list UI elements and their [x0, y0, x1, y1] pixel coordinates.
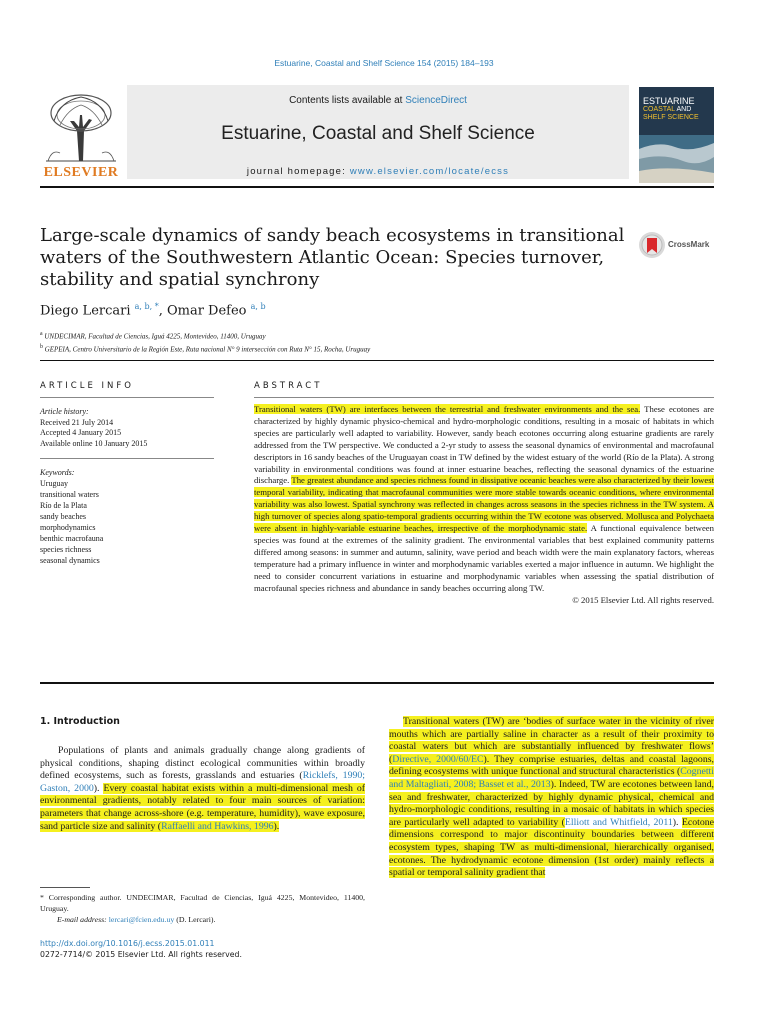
sciencedirect-link[interactable]: ScienceDirect [405, 95, 467, 106]
cover-title-estuarine: ESTUARINE [643, 96, 695, 106]
author-name[interactable]: Omar Defeo [166, 303, 247, 319]
reference-link[interactable]: Ricklefs, 1990; Gaston, 2000 [40, 770, 365, 794]
issn-line: 0272-7714/© 2015 Elsevier Ltd. All rights reserved. [40, 949, 242, 959]
cover-text [643, 97, 711, 122]
email-suffix: (D. Lercari). [174, 915, 216, 924]
keyword-item: transitional waters [40, 490, 99, 499]
article-identifiers [40, 939, 365, 960]
body-text: ). [672, 816, 682, 828]
article-info [40, 397, 214, 566]
email-label: E-mail address: [57, 915, 109, 924]
highlight: ). Indeed, TW are ecotones between land, sea and freshwater, characterized by highly dynamic physical, chemical and hydro-morphologic conditions, resulting in a mosaic of habitats in which species are particularly well adapted to variability ( [389, 778, 714, 828]
author-name[interactable]: Diego Lercari [40, 303, 131, 319]
crossmark-label: CrossMark [668, 240, 710, 249]
keywords [40, 467, 214, 566]
keyword-item: Río de la Plata [40, 501, 87, 510]
history-label: Article history: [40, 407, 89, 416]
history-accepted: Accepted 4 January 2015 [40, 428, 122, 437]
homepage-label: journal homepage: [246, 166, 350, 177]
author-affiliation-mark[interactable]: a, b, * [134, 302, 159, 311]
highlight-reference [392, 754, 483, 765]
keyword-item: benthic macrofauna [40, 534, 104, 543]
contents-band [127, 85, 629, 179]
section-rule [40, 360, 714, 361]
footnote-text: * Corresponding author. UNDECIMAR, Facultad de Ciencias, Iguá 4225, Montevideo, 11400, Uruguay. [40, 893, 365, 913]
homepage-line [127, 166, 629, 177]
affiliation-text: GEPEIA, Centro Universitario de la Región Este, Ruta nacional N° 9 intersección con Ruta N° 15, Rocha, Uruguay [42, 345, 371, 354]
cover-title-and: AND [676, 106, 692, 113]
abstract-text: These ecotones are characterized by highly dynamic physico-chemical and hydro-morphologic conditions, resulting in a mosaic of habitats in which species are particularly well adapted to variability. However, sandy beach ecotones occurring along estuarine gradients are rarely addressed from the TW perspective. We conducted a 2-yr study to assess the seasonal dynamics of environmental and macrofaunal descriptors in 16 sandy beaches of the Uruguayan coast in TW defined by the widest estuary of the world (Río de la Plata). A strong variability in environmental conditions was found at inner estuarine beaches, reflecting the seasonal dynamics of the estuarine discharge. [254, 404, 714, 486]
affiliation-mark: a [40, 331, 43, 337]
abstract-copyright: © 2015 Elsevier Ltd. All rights reserved. [572, 594, 714, 605]
abstract-body [254, 404, 714, 606]
homepage-link[interactable]: www.elsevier.com/locate/ecss [349, 166, 510, 177]
highlight: The greatest abundance and species richness found in dissipative oceanic beaches were also characterized by their lowest temporal variability, indicating that macrofaunal communities were more stable towards oceanic conditions, where environmental variability was also lowest. Spatial synchrony was reflected in changes across seasons in the species richness in the TW system. A high turnover of species along spatio-temporal gradients occurring within the TW ecotone was observed. Mollusca and Polychaeta were absent in highly-variable estuarine beaches, irrespective of the morphodynamic state. [254, 475, 714, 534]
cover-title-shelf: SHELF SCIENCE [643, 114, 699, 121]
history-online: Available online 10 January 2015 [40, 438, 148, 448]
highlight: ). They comprise estuaries, deltas and coastal lagoons, defining ecosystems with unique functional and structural characteristics ( [389, 753, 714, 778]
journal-cover[interactable] [639, 87, 714, 183]
keyword-item: sandy beaches [40, 512, 86, 521]
reference-link[interactable]: Directive, 2000/60/EC [392, 753, 484, 765]
contents-prefix: Contents lists available at [289, 95, 406, 106]
contents-line [127, 95, 629, 106]
body-text: ). [93, 782, 104, 794]
author-separator: , [158, 303, 167, 319]
journal-title: Estuarine, Coastal and Shelf Science [221, 123, 535, 144]
intro-heading: 1. Introduction [40, 716, 120, 727]
doi-link[interactable]: http://dx.doi.org/10.1016/j.ecss.2015.01.011 [40, 939, 215, 948]
abstract-text: A functional equivalence between species was found at the extremes of the salinity gradient. The environmental variables that best explained community patterns differed among seasons: in summer and autumn, salinity, wave period and beach width were the main explanatory factors, whereas temperature had a primary influence in winter and morphodynamic variables exerted a major influence in autumn. We highlight the need to consider concurrent variations in estuarine and morphodynamic variables when assessing the spatial distribution of macrofaunal species richness and abundance in sandy beaches occurring along TW. [254, 523, 714, 593]
keyword-item: morphodynamics [40, 523, 96, 532]
footnote-rule [40, 887, 90, 888]
body-right-column [389, 716, 714, 880]
crossmark-badge[interactable] [638, 231, 718, 259]
footnote-email-line [40, 914, 365, 925]
affiliations [40, 329, 714, 356]
highlight: Transitional waters (TW) are interfaces between the terrestrial and freshwater environments and the sea. [254, 404, 641, 414]
body-text: Populations of plants and animals gradually change along gradients of physical conditions, shaping distinct ecological communities within broadly defined ecosystems, such as forests, grasslands and estuaries ( [40, 745, 365, 782]
highlight: ). [273, 820, 280, 832]
elsevier-tree-icon [40, 91, 122, 163]
affiliation-mark: b [40, 344, 43, 351]
affiliation-item [40, 329, 714, 342]
keyword-item: Uruguay [40, 479, 68, 488]
reference-link[interactable]: Cognetti and Maltagliati, 2008; Basset et al., 2013 [389, 766, 714, 790]
header-rule [40, 186, 714, 188]
keyword-item: seasonal dynamics [40, 556, 100, 565]
reference-link[interactable]: Raffaelli and Hawkins, 1996 [161, 820, 274, 832]
article-title: Large-scale dynamics of sandy beach ecosystems in transitional waters of the Southwestern Atlantic Ocean: Species turnover, stability and spatial synchrony [40, 225, 625, 290]
article-history [40, 398, 214, 449]
affiliation-text: UNDECIMAR, Facultad de Ciencias, Iguá 4225, Montevideo, 11400, Uruguay [42, 332, 266, 341]
elsevier-wordmark: ELSEVIER [43, 165, 119, 180]
footnote [40, 892, 365, 925]
journal-citation[interactable]: Estuarine, Coastal and Shelf Science 154 (2015) 184–193 [274, 58, 494, 68]
email-link[interactable]: lercari@fcien.edu.uy [108, 915, 175, 924]
intro-paragraph [40, 745, 365, 833]
cover-title-coastal-line [643, 106, 711, 114]
affiliation-item [40, 342, 714, 355]
section-rule [40, 682, 714, 684]
highlight: Ecotone dimensions correspond to major discontinuity boundaries between different ecosystem types, shaping TW as multi-dimensional, hierarchically organised, ecotones. The hydrodynamic ecotone dimension (1st order) mainly reflects a spatial or temporal salinity gradient that [389, 816, 714, 879]
cover-title-coastal: COASTAL [643, 106, 675, 113]
journal-header [40, 83, 714, 183]
info-rule [40, 458, 214, 459]
keywords-label: Keywords: [40, 468, 75, 477]
crossmark-icon [638, 231, 666, 259]
author-affiliation-mark[interactable]: a, b [250, 302, 266, 311]
highlight: Every coastal habitat exists within a multi-dimensional mesh of environmental gradients, notably related to four main sources of variation: parameters that change across-shore (e.g. temperature, humidity), wave exposure, sand particle size and salinity ( [40, 782, 365, 832]
history-received: Received 21 July 2014 [40, 417, 114, 427]
highlight: Transitional waters (TW) are ‘bodies of surface water in the vicinity of river mouths which are partially saline in character as a result of their proximity to coastal waters but which are substantially influenced by freshwater flows’ ( [389, 716, 714, 765]
author-list [40, 302, 266, 318]
keyword-item: species richness [40, 545, 92, 554]
highlight-reference [161, 821, 273, 832]
abstract-heading: ABSTRACT [254, 381, 323, 391]
article-info-heading: ARTICLE INFO [40, 381, 134, 391]
reference-link[interactable]: Elliott and Whitfield, 2011 [564, 816, 673, 828]
body-left-column [40, 716, 365, 833]
abstract-rule [254, 397, 714, 398]
